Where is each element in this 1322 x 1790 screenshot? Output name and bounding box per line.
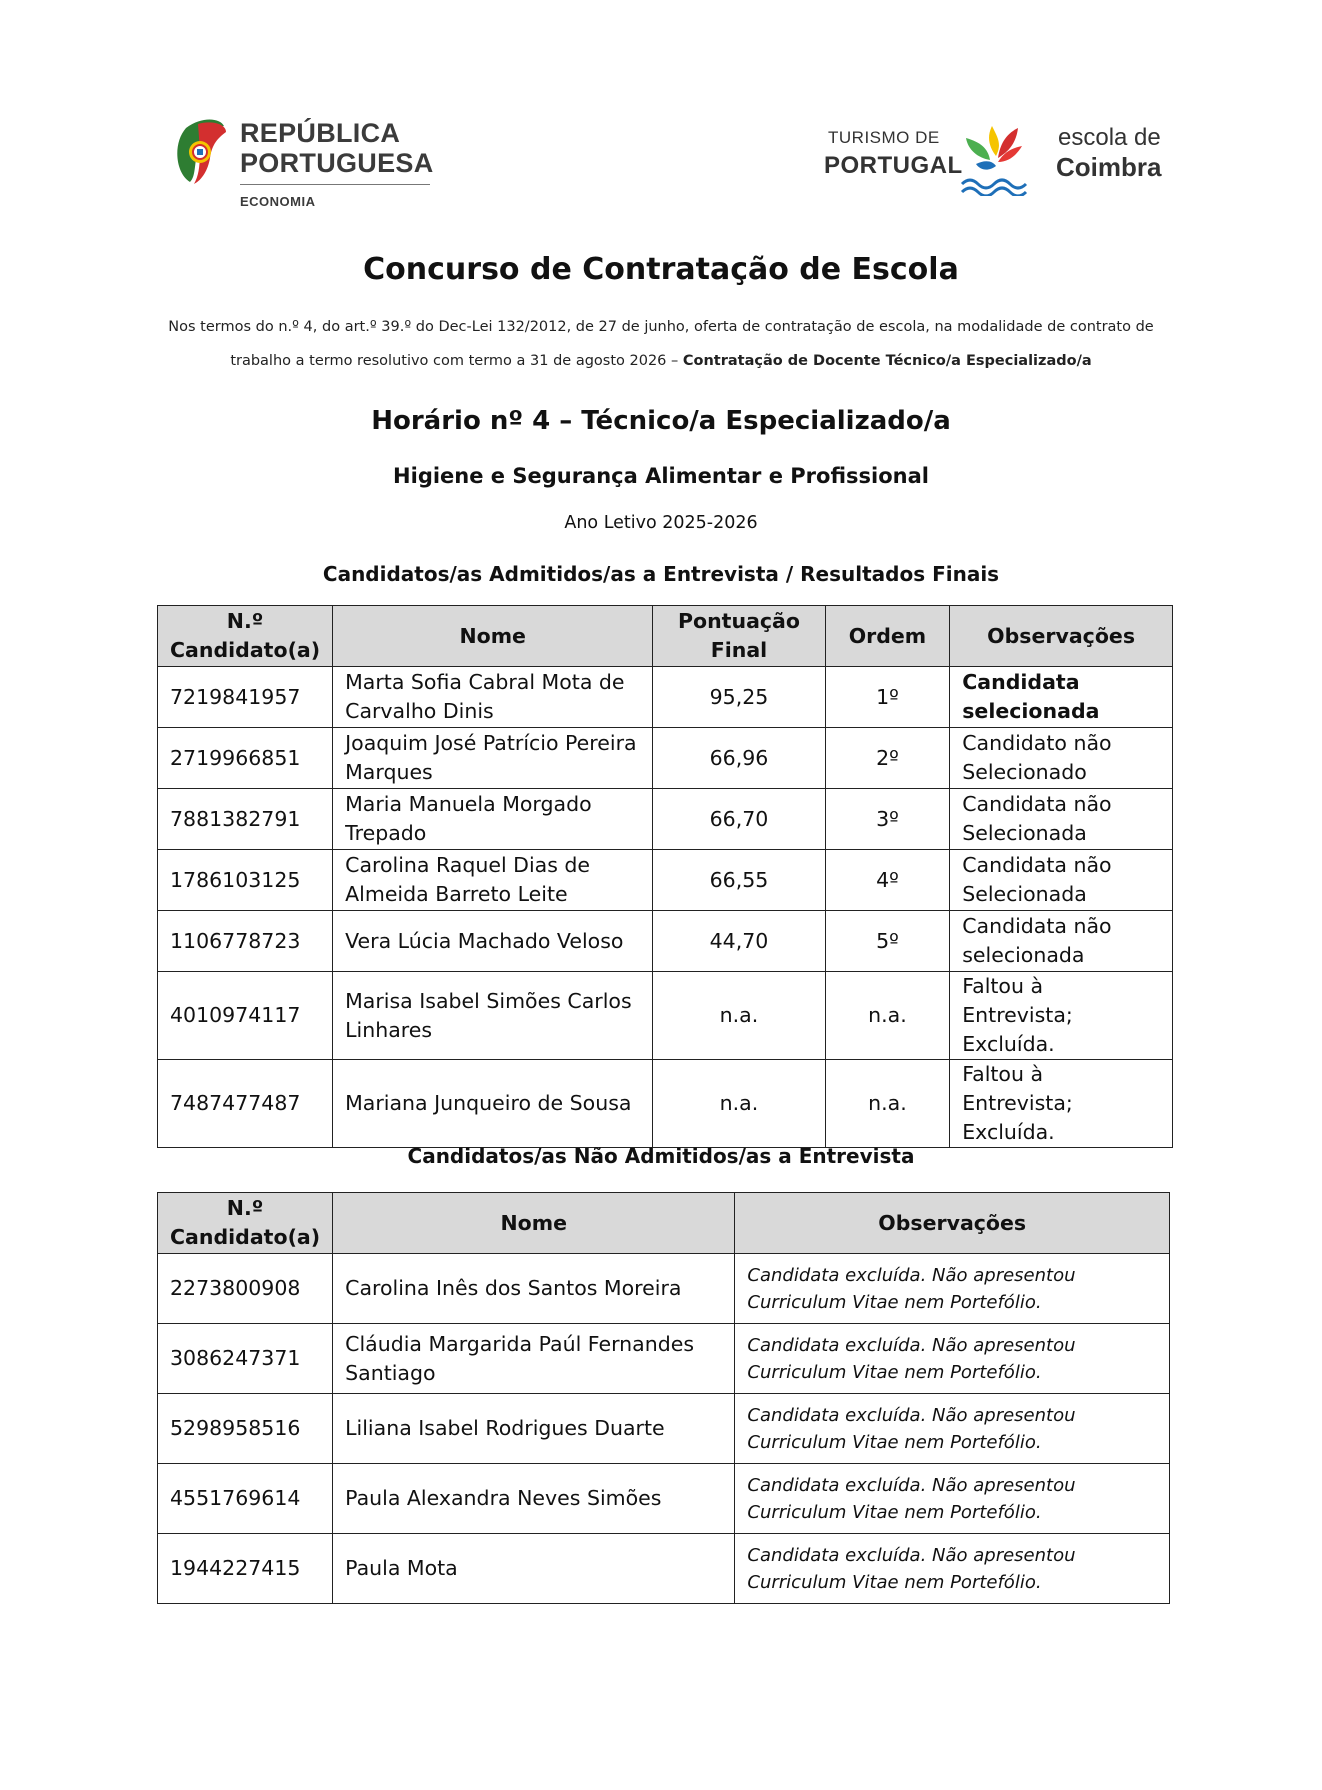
candidate-number: 2273800908 bbox=[158, 1254, 333, 1324]
candidate-name: Vera Lúcia Machado Veloso bbox=[333, 911, 653, 972]
observations: Candidata excluída. Não apresentou Curriculum Vitae nem Portefólio. bbox=[735, 1464, 1170, 1534]
table-header-row bbox=[158, 1193, 1170, 1254]
rp-line2: PORTUGUESA bbox=[240, 148, 434, 178]
column-header: Ordem bbox=[825, 606, 950, 667]
table-row bbox=[158, 1060, 1173, 1148]
tp-line2: PORTUGAL bbox=[824, 152, 963, 179]
column-header: Pontuação Final bbox=[653, 606, 825, 667]
table-row bbox=[158, 1534, 1170, 1604]
turismo-flower-icon bbox=[956, 120, 1030, 196]
rank: n.a. bbox=[825, 1060, 950, 1148]
column-header: Observações bbox=[950, 606, 1173, 667]
table-row bbox=[158, 1394, 1170, 1464]
school-line2: Coimbra bbox=[1056, 152, 1162, 182]
observations: Candidata selecionada bbox=[950, 667, 1173, 728]
candidate-number: 4010974117 bbox=[158, 972, 333, 1060]
final-score: n.a. bbox=[653, 1060, 825, 1148]
candidate-name: Liliana Isabel Rodrigues Duarte bbox=[333, 1394, 735, 1464]
table-row bbox=[158, 789, 1173, 850]
final-score: 66,55 bbox=[653, 850, 825, 911]
observations: Candidata excluída. Não apresentou Curriculum Vitae nem Portefólio. bbox=[735, 1324, 1170, 1394]
candidate-number: 2719966851 bbox=[158, 728, 333, 789]
column-header: N.º Candidato(a) bbox=[158, 1193, 333, 1254]
rp-line1: REPÚBLICA bbox=[240, 118, 401, 148]
candidate-number: 3086247371 bbox=[158, 1324, 333, 1394]
final-score: 66,70 bbox=[653, 789, 825, 850]
intro-text: Nos termos do n.º 4, do art.º 39.º do Dec-Lei 132/2012, de 27 de junho, oferta de contratação de escola, na modalidade de contrato de trabalho a termo resolutivo com termo a 31 de agosto 2026 – bbox=[168, 319, 1154, 369]
table-row bbox=[158, 850, 1173, 911]
observations: Candidata não selecionada bbox=[950, 911, 1173, 972]
table-row bbox=[158, 1254, 1170, 1324]
candidate-name: Paula Mota bbox=[333, 1534, 735, 1604]
candidate-number: 7487477487 bbox=[158, 1060, 333, 1148]
table-row bbox=[158, 1324, 1170, 1394]
table-header-row bbox=[158, 606, 1173, 667]
table-row bbox=[158, 972, 1173, 1060]
observations: Faltou à Entrevista; Excluída. bbox=[950, 1060, 1173, 1148]
subject-heading: Higiene e Segurança Alimentar e Profissional bbox=[393, 464, 929, 488]
candidate-name: Cláudia Margarida Paúl Fernandes Santiago bbox=[333, 1324, 735, 1394]
candidate-name: Joaquim José Patrício Pereira Marques bbox=[333, 728, 653, 789]
column-header: Nome bbox=[333, 606, 653, 667]
column-header: Nome bbox=[333, 1193, 735, 1254]
school-year: Ano Letivo 2025-2026 bbox=[564, 513, 758, 533]
candidate-number: 7219841957 bbox=[158, 667, 333, 728]
candidate-name: Maria Manuela Morgado Trepado bbox=[333, 789, 653, 850]
candidate-number: 5298958516 bbox=[158, 1394, 333, 1464]
rank: 5º bbox=[825, 911, 950, 972]
final-score: 95,25 bbox=[653, 667, 825, 728]
horario-heading: Horário nº 4 – Técnico/a Especializado/a bbox=[371, 406, 951, 436]
rp-ministry: ECONOMIA bbox=[240, 194, 316, 209]
observations: Candidata excluída. Não apresentou Curriculum Vitae nem Portefólio. bbox=[735, 1394, 1170, 1464]
final-score: 66,96 bbox=[653, 728, 825, 789]
rank: n.a. bbox=[825, 972, 950, 1060]
table-row bbox=[158, 667, 1173, 728]
observations: Candidata excluída. Não apresentou Curriculum Vitae nem Portefólio. bbox=[735, 1254, 1170, 1324]
table-row bbox=[158, 1464, 1170, 1534]
observations: Candidata excluída. Não apresentou Curriculum Vitae nem Portefólio. bbox=[735, 1534, 1170, 1604]
tp-line1: TURISMO DE bbox=[828, 128, 940, 147]
rank: 1º bbox=[825, 667, 950, 728]
document-title: Concurso de Contratação de Escola bbox=[363, 252, 959, 287]
intro-paragraph bbox=[165, 310, 1157, 378]
rp-divider bbox=[240, 184, 430, 185]
turismo-coimbra-logo bbox=[820, 118, 1180, 198]
candidate-name: Carolina Raquel Dias de Almeida Barreto Leite bbox=[333, 850, 653, 911]
rank: 4º bbox=[825, 850, 950, 911]
candidate-number: 7881382791 bbox=[158, 789, 333, 850]
observations: Candidata não Selecionada bbox=[950, 850, 1173, 911]
candidate-number: 1786103125 bbox=[158, 850, 333, 911]
candidate-name: Carolina Inês dos Santos Moreira bbox=[333, 1254, 735, 1324]
rank: 2º bbox=[825, 728, 950, 789]
final-score: n.a. bbox=[653, 972, 825, 1060]
observations: Faltou à Entrevista; Excluída. bbox=[950, 972, 1173, 1060]
observations: Candidata não Selecionada bbox=[950, 789, 1173, 850]
column-header: Observações bbox=[735, 1193, 1170, 1254]
candidate-name: Marta Sofia Cabral Mota de Carvalho Dinis bbox=[333, 667, 653, 728]
intro-bold: Contratação de Docente Técnico/a Especializado/a bbox=[682, 353, 1092, 369]
candidate-name: Paula Alexandra Neves Simões bbox=[333, 1464, 735, 1534]
not-admitted-heading: Candidatos/as Não Admitidos/as a Entrevista bbox=[407, 1144, 915, 1168]
candidate-number: 1944227415 bbox=[158, 1534, 333, 1604]
final-score: 44,70 bbox=[653, 911, 825, 972]
admitted-table bbox=[157, 605, 1173, 1148]
candidate-name: Mariana Junqueiro de Sousa bbox=[333, 1060, 653, 1148]
candidate-name: Marisa Isabel Simões Carlos Linhares bbox=[333, 972, 653, 1060]
table-row bbox=[158, 728, 1173, 789]
observations: Candidato não Selecionado bbox=[950, 728, 1173, 789]
candidate-number: 4551769614 bbox=[158, 1464, 333, 1534]
school-line1: escola de bbox=[1058, 124, 1161, 151]
table-row bbox=[158, 911, 1173, 972]
republica-portuguesa-logo bbox=[172, 114, 432, 214]
not-admitted-table bbox=[157, 1192, 1170, 1604]
column-header: N.º Candidato(a) bbox=[158, 606, 333, 667]
candidate-number: 1106778723 bbox=[158, 911, 333, 972]
rank: 3º bbox=[825, 789, 950, 850]
admitted-heading: Candidatos/as Admitidos/as a Entrevista / Resultados Finais bbox=[322, 562, 1000, 586]
portugal-emblem-icon bbox=[172, 114, 228, 186]
